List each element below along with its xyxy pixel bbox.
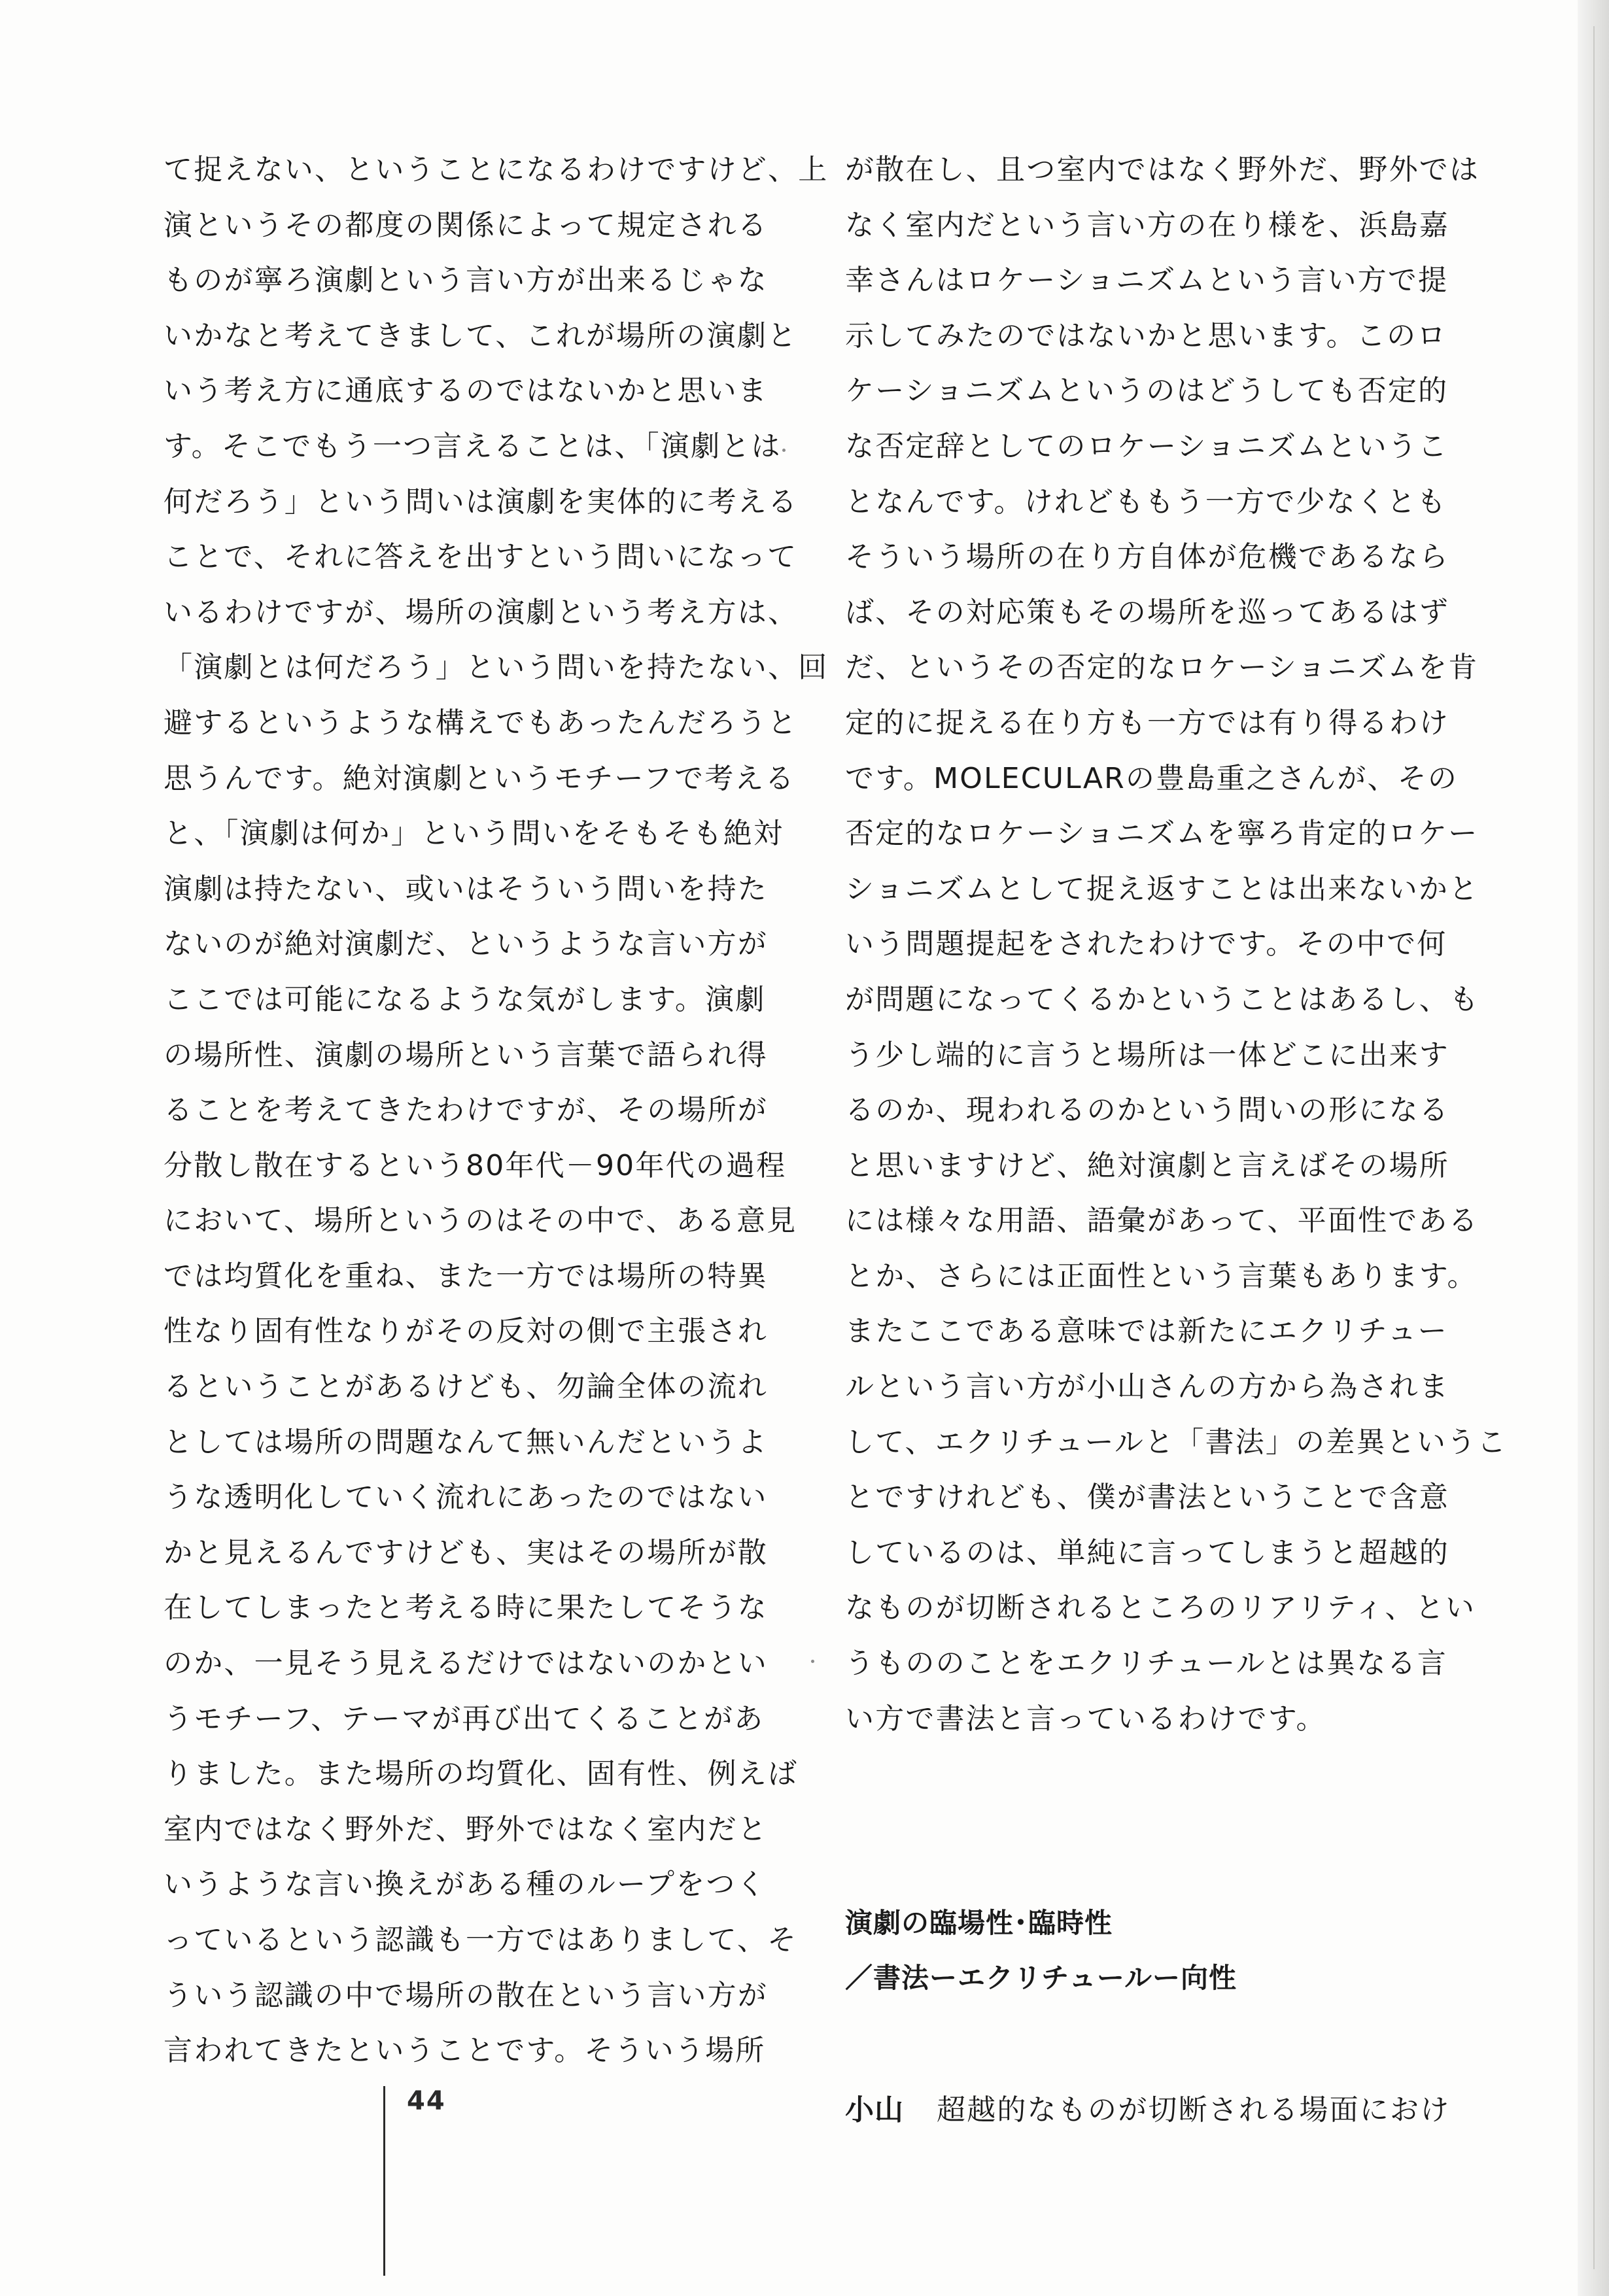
text-line: なく室内だという言い方の在り様を、浜島嘉 <box>845 208 1449 242</box>
text-line: 分散し散在するという80年代－90年代の過程 <box>164 1148 787 1182</box>
text-line: な否定辞としてのロケーショニズムというこ <box>845 429 1449 463</box>
text-line: 室内ではなく野外だ、野外ではなく室内だと <box>164 1812 768 1846</box>
text-line: が散在し、且つ室内ではなく野外だ、野外では <box>845 153 1480 186</box>
text-line: 避するというような構えでもあったんだろうと <box>164 706 798 740</box>
text-line: のか、一見そう見えるだけではないのかとい <box>164 1647 768 1681</box>
text-line: りました。また場所の均質化、固有性、例えば <box>164 1757 799 1791</box>
text-line: 性なり固有性なりがその反対の側で主張され <box>164 1314 768 1348</box>
text-line: ことで、それに答えを出すという問いになって <box>164 540 798 574</box>
speaker-name: 小山 <box>845 2093 904 2127</box>
text-line: いうような言い換えがある種のループをつく <box>164 1868 767 1902</box>
text-line: ものが寧ろ演劇という言い方が出来るじゃな <box>164 264 768 298</box>
text-line: うモチーフ、テーマが再び出てくることがあ <box>164 1702 765 1736</box>
text-line: またここである意味では新たにエクリチュー <box>845 1314 1448 1348</box>
text-line: 演劇は持たない、或いはそういう問いを持た <box>164 872 768 906</box>
text-line: と、「演劇は何か」という問いをそもそも絶対 <box>164 817 784 851</box>
text-line: う少し端的に言うと場所は一体どこに出来す <box>845 1038 1449 1072</box>
text-line: て捉えない、ということになるわけですけど、上 <box>164 153 829 186</box>
text-line: が問題になってくるかということはあるし、も <box>845 982 1480 1016</box>
text-line: 思うんです。絶対演劇というモチーフで考える <box>164 761 795 795</box>
text-line: いう考え方に通底するのではないかと思いま <box>164 374 768 408</box>
text-line: ば、その対応策もその場所を巡ってあるはず <box>845 595 1449 629</box>
text-line: だ、というその否定的なロケーショニズムを肯 <box>845 651 1479 685</box>
section-heading <box>845 1896 1453 2006</box>
text-line: いかなと考えてきまして、これが場所の演劇と <box>164 318 798 352</box>
right-text-column <box>845 143 1508 2138</box>
text-line: には様々な用語、語彙があって、平面性である <box>845 1204 1479 1238</box>
text-line: とか、さらには正面性という言葉もあります。 <box>845 1259 1478 1293</box>
text-line: ショニズムとして捉え返すことは出来ないかと <box>845 872 1479 906</box>
scan-speck <box>811 1660 814 1663</box>
text-line: 示してみたのではないかと思います。このロ <box>845 318 1447 352</box>
text-line: うな透明化していく流れにあったのではない <box>164 1481 768 1515</box>
text-line: となんです。けれどももう一方で少なくとも <box>845 485 1447 519</box>
folio-rule <box>383 2086 385 2276</box>
text-line: 幸さんはロケーショニズムという言い方で提 <box>845 264 1449 298</box>
text-line: っているという認識も一方ではありまして、そ <box>164 1923 798 1957</box>
text-line: ることを考えてきたわけですが、その場所が <box>164 1093 768 1127</box>
speaker-text: 超越的なものが切断される場面におけ <box>937 2093 1451 2127</box>
text-line: す。そこでもう一つ言えることは、「演劇とは <box>164 429 782 463</box>
text-line: 何だろう」という問いは演劇を実体的に考える <box>164 485 799 519</box>
text-line: では均質化を重ね、また一方では場所の特異 <box>164 1259 768 1293</box>
text-line: ケーショニズムというのはどうしても否定的 <box>845 374 1449 408</box>
page-edge-line <box>1593 26 1595 2269</box>
text-line: いるわけですが、場所の演劇という考え方は、 <box>164 595 799 629</box>
text-line: ういう認識の中で場所の散在という言い方が <box>164 1978 768 2012</box>
text-line: ルという言い方が小山さんの方から為されま <box>845 1370 1449 1404</box>
left-text-column <box>164 143 829 2079</box>
text-line: 言われてきたということです。そういう場所 <box>164 2034 766 2068</box>
text-line: しているのは、単純に言ってしまうと超越的 <box>845 1535 1449 1569</box>
text-line: なものが切断されるところのリアリティ、とい <box>845 1591 1476 1625</box>
text-line: して、エクリチュールと「書法」の差異というこ <box>845 1425 1508 1459</box>
section-heading-line-2: ／書法ーエクリチュールー向性 <box>845 1962 1237 1995</box>
text-line: いう問題提起をされたわけです。その中で何 <box>845 927 1447 961</box>
section-heading-line-1: 演劇の臨場性･臨時性 <box>845 1907 1113 1940</box>
page-number: 44 <box>407 2086 446 2116</box>
text-line: の場所性、演劇の場所という言葉で語られ得 <box>164 1038 768 1072</box>
page-edge-shadow <box>1578 0 1609 2296</box>
text-line: るということがあるけども、勿論全体の流れ <box>164 1370 768 1404</box>
text-line: 在してしまったと考える時に果たしてそうな <box>164 1591 768 1625</box>
scan-speck <box>782 449 786 452</box>
text-line: るのか、現われるのかという問いの形になる <box>845 1093 1449 1127</box>
text-line: において、場所というのはその中で、ある意見 <box>164 1204 797 1238</box>
text-line: 定的に捉える在り方も一方では有り得るわけ <box>845 706 1449 740</box>
text-line: ないのが絶対演劇だ、というような言い方が <box>164 927 768 961</box>
text-line: 否定的なロケーショニズムを寧ろ肯定的ロケー <box>845 817 1479 851</box>
text-line: そういう場所の在り方自体が危機であるなら <box>845 540 1449 574</box>
left-column-lines <box>164 143 829 2079</box>
text-line: い方で書法と言っているわけです。 <box>845 1702 1326 1736</box>
text-line: とですけれども、僕が書法ということで含意 <box>845 1481 1449 1515</box>
text-line: うもののことをエクリチュールとは異なる言 <box>845 1647 1447 1681</box>
speaker-paragraph <box>845 2083 1453 2138</box>
text-line: かと見えるんですけども、実はその場所が散 <box>164 1535 768 1569</box>
text-line: と思いますけど、絶対演劇と言えばその場所 <box>845 1148 1449 1182</box>
text-line: としては場所の問題なんて無いんだというよ <box>164 1425 768 1459</box>
text-line: です。MOLECULARの豊島重之さんが、その <box>845 761 1459 795</box>
right-column-lines <box>845 143 1508 1747</box>
text-line: 演というその都度の関係によって規定される <box>164 208 768 242</box>
text-line: 「演劇とは何だろう」という問いを持たない、回 <box>164 651 829 685</box>
text-line: ここでは可能になるような気がします。演劇 <box>164 982 766 1016</box>
